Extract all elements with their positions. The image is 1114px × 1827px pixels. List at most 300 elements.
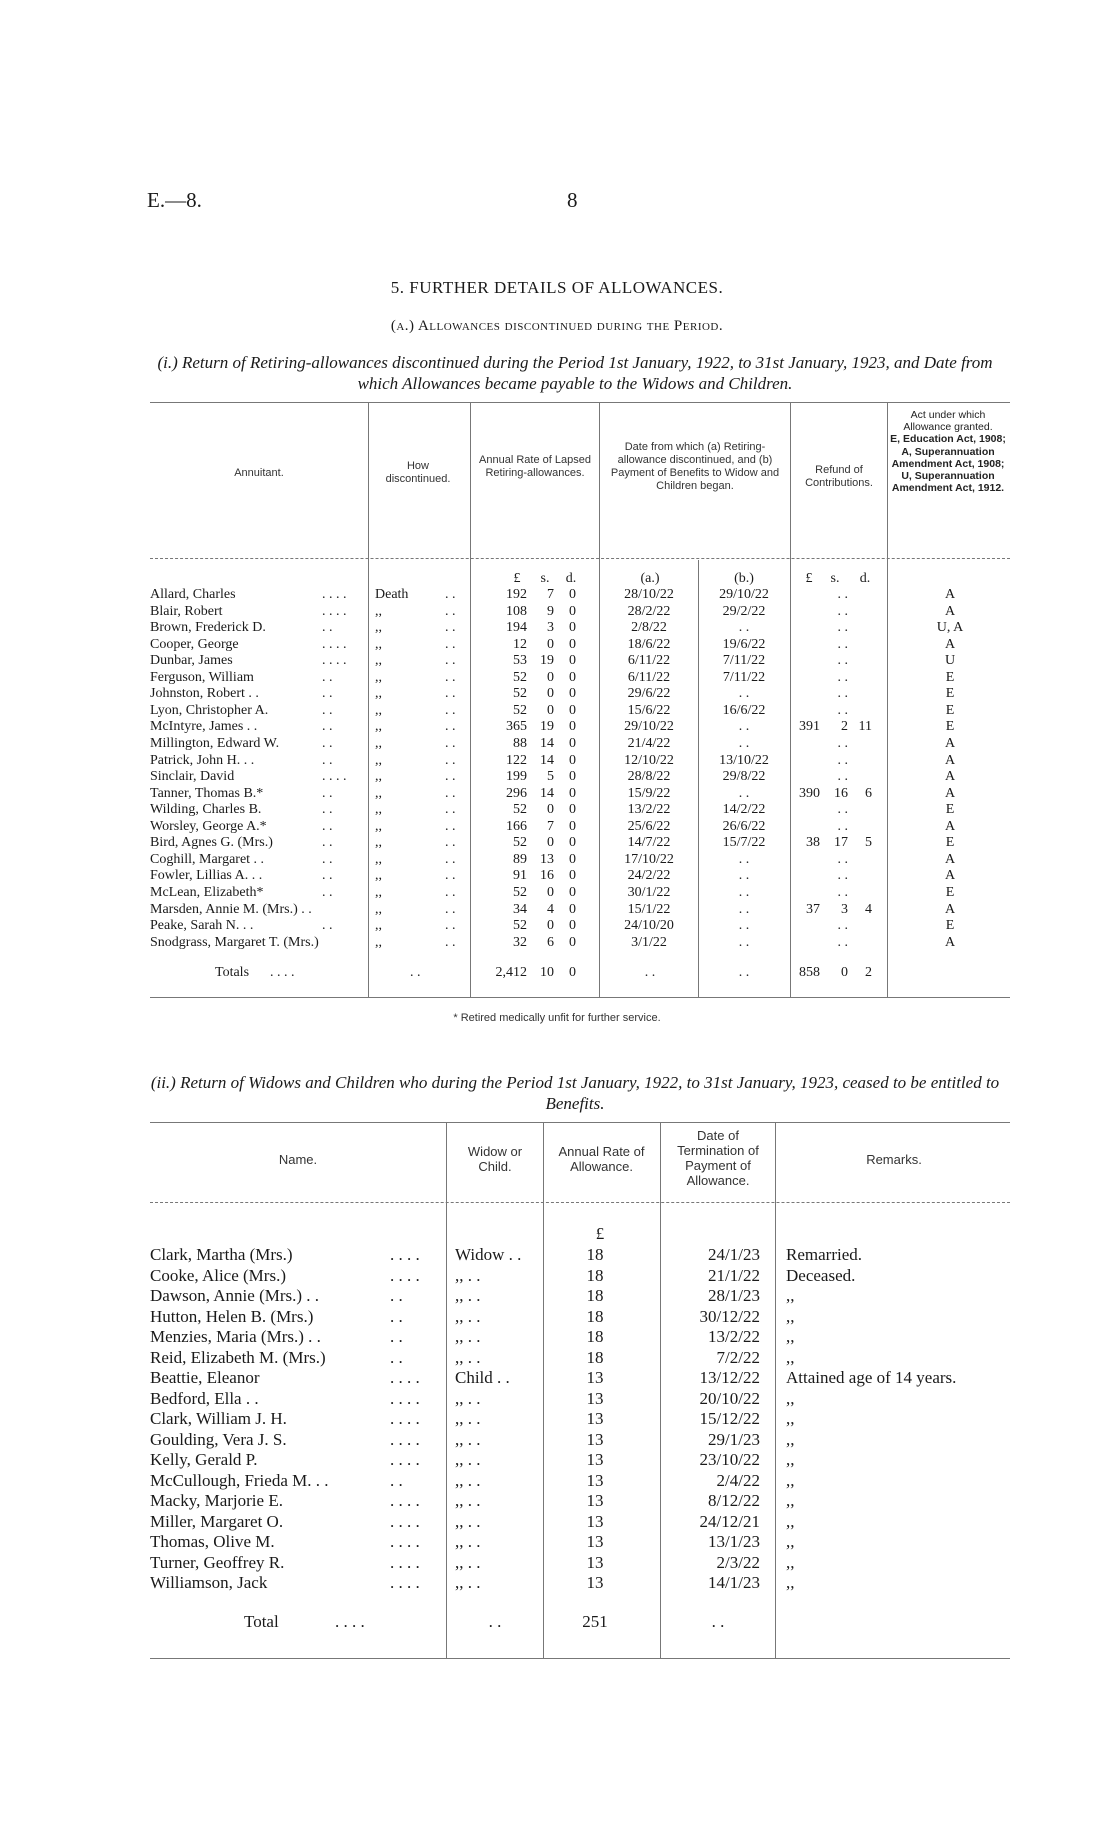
refund-shillings: 2	[841, 719, 848, 735]
leader-dots: . .	[322, 818, 333, 834]
termination-date: 24/12/21	[699, 1511, 760, 1531]
totals-label: Totals	[215, 965, 250, 980]
table2-bottom-rule	[150, 1658, 1010, 1659]
date-b: 29/10/22	[719, 587, 769, 602]
rate-pence: 0	[569, 769, 576, 784]
remarks: ,,	[786, 1409, 795, 1428]
leader-dots: . . . .	[390, 1491, 420, 1510]
annual-rate: 13	[586, 1450, 604, 1469]
annual-rate: 18	[586, 1265, 604, 1285]
date-a: 15/6/22	[627, 702, 671, 718]
rate-pence: 0	[569, 719, 576, 735]
date-a: 2/8/22	[631, 620, 667, 636]
how-discontinued: Death	[375, 587, 409, 602]
how-discontinued: ,,	[375, 851, 382, 867]
unit-refund-shillings: s.	[830, 571, 840, 586]
rate-pounds: 91	[513, 868, 527, 884]
rate-shillings: 0	[547, 669, 554, 685]
rate-pence: 0	[569, 669, 576, 685]
how-discontinued: ,,	[375, 603, 382, 619]
leader-dots: . .	[445, 901, 456, 917]
leader-dots: . .	[322, 669, 333, 685]
total-dots: . . . .	[335, 1612, 365, 1631]
leader-dots: . . . .	[322, 603, 347, 619]
table1-top-rule	[150, 402, 1010, 403]
leader-dots: . .	[390, 1347, 403, 1367]
annuitant-name: Blair, Robert	[150, 603, 223, 619]
col-header-remarks: Remarks.	[866, 1152, 922, 1167]
refund-shillings: . .	[837, 669, 848, 685]
how-discontinued: ,,	[375, 818, 382, 834]
act-code: E	[945, 918, 955, 933]
rate-shillings: 0	[547, 702, 554, 718]
termination-date: 2/4/22	[716, 1470, 760, 1490]
person-name: Beattie, Eleanor	[150, 1368, 260, 1387]
remarks: ,,	[786, 1573, 795, 1592]
person-name: Turner, Geoffrey R.	[150, 1552, 285, 1572]
rate-shillings: 19	[540, 653, 554, 669]
date-b: 15/7/22	[722, 835, 766, 851]
leader-dots: . .	[322, 736, 333, 751]
widow-or-child: ,, . .	[455, 1409, 481, 1428]
col-header-how: How discontinued.	[385, 460, 451, 485]
date-a: 28/2/22	[627, 603, 671, 619]
section-title: 5. FURTHER DETAILS OF ALLOWANCES.	[390, 278, 724, 297]
rate-pounds: 166	[506, 818, 527, 834]
annuitant-name: Johnston, Robert . .	[150, 686, 259, 702]
rate-shillings: 0	[547, 636, 554, 652]
act-intro: Act under which Allowance granted.	[903, 409, 993, 434]
table2-title: (ii.) Return of Widows and Children who during the Period 1st January, 1922, to 31st January, 1923, ceased to be entitled to Benefits.	[150, 1073, 1000, 1113]
unit-pounds: £	[513, 571, 521, 586]
leader-dots: . .	[322, 868, 333, 884]
rate-pence: 0	[569, 934, 576, 950]
leader-dots: . .	[322, 802, 333, 818]
leader-dots: . .	[445, 653, 456, 669]
rate-pounds: 52	[513, 918, 527, 933]
date-a: 12/10/22	[624, 752, 674, 768]
widow-or-child: ,, . .	[455, 1450, 481, 1469]
leader-dots: . .	[445, 702, 456, 718]
annuitant-name: Lyon, Christopher A.	[150, 702, 269, 718]
annuitant-name: McLean, Elizabeth*	[150, 884, 264, 900]
unit-rate-pounds: £	[595, 1224, 605, 1243]
col-header-widow-child: Widow or Child.	[467, 1144, 523, 1174]
totals-refund-pounds: 858	[799, 965, 820, 980]
widow-or-child: ,, . .	[455, 1286, 481, 1305]
rate-pence: 0	[569, 752, 576, 768]
widow-or-child: ,, . .	[455, 1532, 481, 1551]
rate-pence: 0	[569, 818, 576, 834]
refund-shillings: . .	[837, 884, 848, 900]
col-header-annual-rate: Annual Rate of Allowance.	[558, 1144, 645, 1174]
leader-dots: . .	[322, 702, 333, 718]
act-code: A	[944, 603, 956, 619]
leader-dots: . .	[322, 884, 333, 900]
annuitant-name: Snodgrass, Margaret T. (Mrs.)	[150, 934, 319, 950]
remarks: ,,	[786, 1327, 795, 1346]
rate-pounds: 53	[513, 653, 527, 669]
how-discontinued: ,,	[375, 868, 382, 884]
refund-pounds: 390	[799, 785, 820, 801]
annuitant-name: Brown, Frederick D.	[150, 620, 266, 636]
leader-dots: . .	[445, 636, 456, 652]
annual-rate: 13	[586, 1409, 604, 1428]
annuitant-name: Patrick, John H. . .	[150, 752, 255, 768]
date-a: 28/10/22	[624, 587, 674, 602]
rate-pence: 0	[569, 835, 576, 851]
date-a: 30/1/22	[627, 884, 671, 900]
col-header-act	[888, 409, 1008, 494]
col-header-refund: Refund of Contributions.	[805, 464, 873, 489]
widow-or-child: ,, . .	[455, 1388, 481, 1408]
annuitant-name: Peake, Sarah N. . .	[150, 918, 254, 933]
rate-pounds: 52	[513, 702, 527, 718]
leader-dots: . . . .	[390, 1450, 420, 1469]
rate-pence: 0	[569, 686, 576, 702]
leader-dots: . .	[445, 835, 456, 851]
annual-rate: 18	[586, 1306, 604, 1326]
annual-rate: 13	[586, 1511, 604, 1531]
refund-shillings: . .	[837, 587, 848, 602]
rate-pounds: 89	[513, 851, 527, 867]
refund-shillings: 17	[834, 835, 848, 851]
act-code: E	[945, 669, 955, 685]
annuitant-name: Dunbar, James	[150, 653, 233, 669]
termination-date: 30/12/22	[699, 1306, 760, 1326]
termination-date: 15/12/22	[699, 1409, 760, 1428]
act-code: A	[944, 934, 956, 950]
rate-pounds: 32	[513, 934, 527, 950]
total-widow-child: . .	[488, 1612, 502, 1631]
how-discontinued: ,,	[375, 702, 382, 718]
refund-shillings: . .	[837, 802, 848, 818]
annuitant-name: Sinclair, David	[150, 769, 235, 784]
leader-dots: . . . .	[322, 653, 347, 669]
person-name: Menzies, Maria (Mrs.) . .	[150, 1327, 321, 1346]
act-code: A	[944, 636, 956, 652]
annuitant-name: Worsley, George A.*	[150, 818, 267, 834]
section-code: E.—8.	[147, 188, 202, 212]
page-number: 8	[567, 188, 578, 212]
annual-rate: 13	[586, 1368, 604, 1387]
date-a: 18/6/22	[627, 636, 671, 652]
rate-pounds: 296	[506, 785, 527, 801]
unit-b: (b.)	[734, 571, 754, 586]
widow-or-child: Child . .	[455, 1368, 510, 1387]
rate-pence: 0	[569, 587, 576, 602]
leader-dots: . . . .	[390, 1368, 420, 1387]
refund-shillings: . .	[837, 752, 848, 768]
date-b: . .	[738, 719, 750, 735]
person-name: Goulding, Vera J. S.	[150, 1429, 287, 1449]
refund-shillings: . .	[837, 851, 848, 867]
refund-shillings: . .	[837, 736, 848, 751]
unit-shillings: s.	[540, 571, 550, 586]
rate-shillings: 13	[540, 851, 554, 867]
unit-refund-pence: d.	[859, 571, 871, 586]
date-a: 25/6/22	[627, 818, 671, 834]
how-discontinued: ,,	[375, 901, 382, 917]
termination-date: 7/2/22	[716, 1347, 760, 1367]
termination-date: 21/1/22	[708, 1265, 760, 1285]
table2-col-rule	[775, 1122, 776, 1658]
act-code: A	[944, 785, 956, 801]
leader-dots: . .	[445, 603, 456, 619]
how-discontinued: ,,	[375, 785, 382, 801]
date-b: 19/6/22	[722, 636, 766, 652]
how-discontinued: ,,	[375, 934, 382, 950]
rate-pounds: 199	[506, 769, 527, 784]
leader-dots: . .	[322, 835, 333, 851]
how-discontinued: ,,	[375, 636, 382, 652]
leader-dots: . .	[445, 669, 456, 685]
totals-dots: . . . .	[270, 965, 295, 980]
subsection-title: (a.) Allowances discontinued during the Period.	[390, 318, 724, 334]
widow-or-child: ,, . .	[455, 1327, 481, 1346]
remarks: ,,	[786, 1532, 795, 1551]
leader-dots: . . . .	[322, 587, 347, 602]
leader-dots: . .	[322, 785, 333, 801]
totals-refund-pence: 2	[865, 965, 872, 980]
leader-dots: . . . .	[390, 1245, 420, 1264]
rate-pence: 0	[569, 918, 576, 933]
rate-pounds: 108	[506, 603, 527, 619]
how-discontinued: ,,	[375, 918, 382, 933]
rate-pounds: 192	[506, 587, 527, 602]
table2-header-rule	[150, 1202, 1010, 1203]
refund-shillings: . .	[837, 653, 848, 669]
rate-pounds: 52	[513, 686, 527, 702]
refund-pence: 4	[865, 901, 872, 917]
remarks: ,,	[786, 1491, 795, 1510]
rate-shillings: 0	[547, 918, 554, 933]
leader-dots: . .	[445, 934, 456, 950]
rate-pence: 0	[569, 702, 576, 718]
annual-rate: 13	[586, 1573, 604, 1592]
col-header-termination-date: Date of Termination of Payment of Allowance.	[677, 1128, 759, 1188]
annual-rate: 18	[586, 1327, 604, 1346]
person-name: Reid, Elizabeth M. (Mrs.)	[150, 1347, 326, 1367]
annual-rate: 13	[586, 1429, 604, 1449]
total-rate: 251	[582, 1612, 608, 1631]
date-b: . .	[738, 934, 750, 950]
annual-rate: 18	[586, 1286, 604, 1305]
total-label: Total	[244, 1612, 279, 1631]
widow-or-child: ,, . .	[455, 1491, 481, 1510]
act-code: A	[944, 769, 956, 784]
table1-col-rule	[368, 402, 369, 997]
leader-dots: . . . .	[390, 1265, 420, 1285]
table1-footnote: * Retired medically unfit for further service.	[453, 1012, 661, 1024]
act-key: E, Education Act, 1908; A, Superannuation Amendment Act, 1908; U, Superannuation Amendment Act, 1912.	[890, 433, 1006, 495]
unit-a: (a.)	[640, 571, 660, 586]
date-a: 21/4/22	[627, 736, 671, 751]
person-name: Miller, Margaret O.	[150, 1511, 284, 1531]
person-name: Kelly, Gerald P.	[150, 1450, 258, 1469]
leader-dots: . .	[322, 719, 333, 735]
rate-pounds: 365	[506, 719, 527, 735]
how-discontinued: ,,	[375, 686, 382, 702]
act-code: E	[945, 884, 955, 900]
widow-or-child: ,, . .	[455, 1470, 481, 1490]
totals-b: . .	[738, 965, 750, 980]
widow-or-child: ,, . .	[455, 1306, 481, 1326]
total-date: . .	[711, 1612, 725, 1631]
leader-dots: . .	[390, 1286, 403, 1305]
how-discontinued: ,,	[375, 669, 382, 685]
col-header-name: Name.	[278, 1152, 318, 1167]
termination-date: 20/10/22	[699, 1388, 760, 1408]
annuitant-name: Wilding, Charles B.	[150, 802, 262, 818]
remarks: ,,	[786, 1470, 795, 1490]
totals-refund-shillings: 0	[841, 965, 848, 980]
termination-date: 14/1/23	[708, 1573, 760, 1592]
date-b: . .	[738, 884, 750, 900]
how-discontinued: ,,	[375, 769, 382, 784]
leader-dots: . . . .	[390, 1532, 420, 1551]
widow-or-child: ,, . .	[455, 1511, 481, 1531]
how-discontinued: ,,	[375, 802, 382, 818]
act-code: E	[945, 686, 955, 702]
leader-dots: . .	[445, 752, 456, 768]
leader-dots: . .	[390, 1470, 403, 1490]
refund-pence: 11	[858, 719, 872, 735]
person-name: Williamson, Jack	[150, 1573, 268, 1592]
widow-or-child: ,, . .	[455, 1552, 481, 1572]
table2-col-rule	[543, 1122, 544, 1658]
refund-shillings: . .	[837, 868, 848, 884]
leader-dots: . . . .	[390, 1388, 420, 1408]
table1-col-rule	[698, 560, 699, 997]
termination-date: 13/12/22	[699, 1368, 760, 1387]
table1-header-rule	[150, 558, 1010, 559]
person-name: Dawson, Annie (Mrs.) . .	[150, 1286, 320, 1305]
person-name: Macky, Marjorie E.	[150, 1491, 283, 1510]
person-name: Bedford, Ella . .	[150, 1388, 259, 1408]
person-name: Clark, William J. H.	[150, 1409, 287, 1428]
leader-dots: . .	[445, 851, 456, 867]
rate-pounds: 52	[513, 835, 527, 851]
refund-shillings: . .	[837, 769, 848, 784]
rate-shillings: 0	[547, 884, 554, 900]
remarks: Deceased.	[786, 1265, 856, 1285]
date-b: 13/10/22	[719, 752, 769, 768]
totals-shillings: 10	[540, 965, 554, 980]
termination-date: 23/10/22	[699, 1450, 760, 1469]
rate-shillings: 3	[547, 620, 554, 636]
date-a: 13/2/22	[627, 802, 671, 818]
date-b: . .	[738, 620, 750, 636]
annual-rate: 13	[586, 1532, 604, 1551]
rate-pounds: 88	[513, 736, 527, 751]
person-name: Cooke, Alice (Mrs.)	[150, 1265, 286, 1285]
rate-pounds: 52	[513, 884, 527, 900]
leader-dots: . . . .	[390, 1409, 420, 1428]
date-b: . .	[738, 736, 750, 751]
refund-pounds: 38	[806, 835, 820, 851]
annuitant-name: Allard, Charles	[150, 587, 236, 602]
leader-dots: . .	[445, 769, 456, 784]
annual-rate: 13	[586, 1491, 604, 1510]
leader-dots: . .	[445, 719, 456, 735]
totals-pounds: 2,412	[495, 965, 527, 980]
annuitant-name: Bird, Agnes G. (Mrs.)	[150, 835, 273, 851]
unit-refund-pounds: £	[805, 571, 813, 586]
leader-dots: . .	[390, 1327, 403, 1346]
unit-pence: d.	[565, 571, 577, 586]
act-code: E	[945, 702, 955, 718]
date-b: 26/6/22	[722, 818, 766, 834]
rate-pence: 0	[569, 851, 576, 867]
rate-pence: 0	[569, 901, 576, 917]
rate-pounds: 194	[506, 620, 527, 636]
leader-dots: . .	[445, 868, 456, 884]
remarks: ,,	[786, 1552, 795, 1572]
rate-shillings: 7	[547, 587, 554, 602]
date-a: 6/11/22	[627, 653, 671, 669]
remarks: ,,	[786, 1429, 795, 1449]
termination-date: 24/1/23	[708, 1245, 760, 1264]
leader-dots: . .	[445, 736, 456, 751]
rate-shillings: 4	[547, 901, 554, 917]
how-discontinued: ,,	[375, 752, 382, 768]
rate-pence: 0	[569, 884, 576, 900]
act-code: A	[944, 818, 956, 834]
rate-shillings: 0	[547, 835, 554, 851]
rate-shillings: 14	[540, 785, 554, 801]
date-a: 14/7/22	[627, 835, 671, 851]
table1-col-rule	[470, 402, 471, 997]
termination-date: 13/2/22	[708, 1327, 760, 1346]
leader-dots: . .	[322, 851, 333, 867]
rate-pounds: 12	[513, 636, 527, 652]
how-discontinued: ,,	[375, 620, 382, 636]
leader-dots: . .	[322, 752, 333, 768]
table1-col-rule	[599, 402, 600, 997]
rate-pence: 0	[569, 620, 576, 636]
termination-date: 8/12/22	[708, 1491, 760, 1510]
annuitant-name: Coghill, Margaret . .	[150, 851, 265, 867]
annuitant-name: Marsden, Annie M. (Mrs.) . .	[150, 901, 312, 917]
annual-rate: 13	[586, 1552, 604, 1572]
date-b: 16/6/22	[722, 702, 766, 718]
rate-pounds: 34	[513, 901, 527, 917]
widow-or-child: ,, . .	[455, 1429, 481, 1449]
date-a: 24/2/22	[627, 868, 671, 884]
date-a: 28/8/22	[627, 769, 671, 784]
annual-rate: 18	[586, 1347, 604, 1367]
leader-dots: . . . .	[390, 1429, 420, 1449]
date-b: 29/2/22	[722, 603, 766, 619]
date-b: . .	[738, 918, 750, 933]
act-code: A	[944, 868, 956, 884]
remarks: ,,	[786, 1306, 795, 1326]
leader-dots: . .	[445, 884, 456, 900]
date-b: 29/8/22	[722, 769, 766, 784]
rate-shillings: 19	[540, 719, 554, 735]
col-header-date: Date from which (a) Retiring-allowance discontinued, and (b) Payment of Benefits to Widow and Children began.	[610, 441, 780, 492]
remarks: ,,	[786, 1286, 795, 1305]
refund-pence: 6	[865, 785, 872, 801]
date-a: 3/1/22	[631, 934, 667, 950]
leader-dots: . . . .	[390, 1573, 420, 1592]
act-code: E	[945, 802, 955, 818]
refund-shillings: . .	[837, 620, 848, 636]
leader-dots: . .	[445, 818, 456, 834]
remarks: ,,	[786, 1388, 795, 1408]
col-header-rate: Annual Rate of Lapsed Retiring-allowances.	[479, 454, 591, 479]
